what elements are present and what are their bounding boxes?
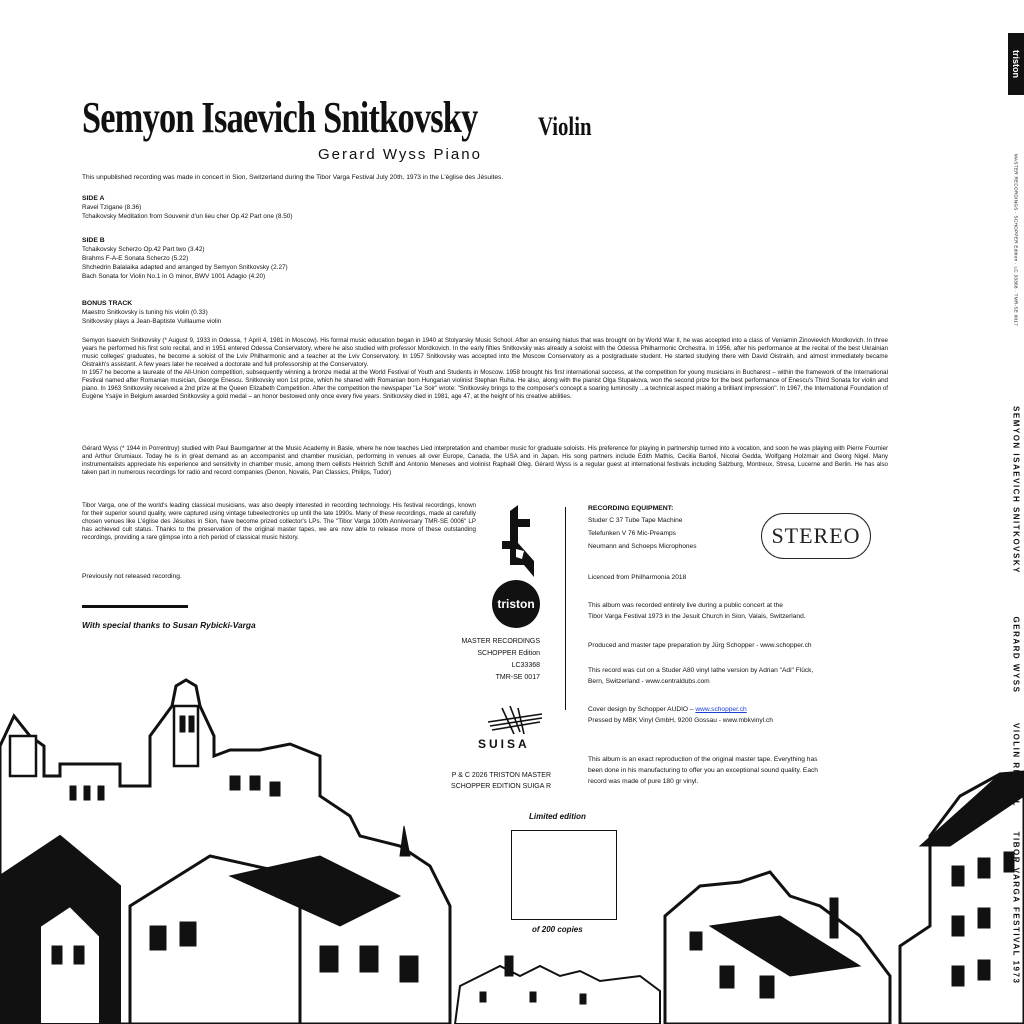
- equipment-item: Telefunken V 76 Mic-Preamps: [588, 530, 676, 537]
- copyright-line: P & C 2026 TRISTON MASTER: [451, 772, 551, 779]
- divider-rule: [82, 605, 188, 608]
- copies-label: of 200 copies: [532, 925, 583, 934]
- label-line: SCHOPPER Edition: [477, 650, 540, 657]
- spine-pianist: GERARD WYSS: [1011, 616, 1021, 694]
- credit-line: This album is an exact reproduction of the original master tape. Everything has: [588, 756, 818, 763]
- credit-line: Tibor Varga Festival 1973 in the Jesuit Church in Sion, Valais, Switzerland.: [588, 613, 806, 620]
- equipment-item: Studer C 37 Tube Tape Machine: [588, 517, 683, 524]
- spine-recital: VIOLIN RECITAL: [1011, 723, 1021, 807]
- label-line: TMR-SE 0017: [495, 674, 540, 681]
- label-line: LC33368: [511, 662, 540, 669]
- instrument-label: Violin: [538, 112, 592, 141]
- bio-paragraph: Semyon Isaevich Snitkovsky (* August 9, 1933 in Odessa, † April 4, 1981 in Moscow). His formal music education began in 1940 at Stolyarsky Music School. After an ensuing hiatus that was brought on by World War II, he was accepted into a class of Veniamin Zinovievich Mordkovich. In three years he performed his first solo recital, and in 1951 entered Odessa Conservatory, where he also studied with professor Mordkovich. In the early fifties Snitkovsky was already a soloist with the Odessa Philharmonic Orchestra. In 1956, after his performance at the recital of the best Ukrainian music colleges' graduates, he become a soloist of the Lviv Philharmonic and a teacher at the Lviv Conservatory. In 1957 Snitkovsky was accepted into the Moscow Conservatory as a postgraduate student. He started studying there with David Oistrakh, and almost immediately became Oistrakh's assistant. A few years later he received a doctorate and full professorship at the Conservatory.: [82, 337, 888, 368]
- side-b-heading: SIDE B: [82, 237, 105, 244]
- track-item: Snitkovsky plays a Jean-Baptiste Vuillaume violin: [82, 318, 222, 325]
- snitkovsky-bio: [82, 337, 888, 401]
- bio-paragraph: In 1957 he become a laureate of the All-Union competition, subsequently winning a bronze medal at the World Festival of Youth and Students in Moscow. 1958 brought his first international success, at the competition for young musicians in Bucharest – within the framework of the International Festival named after Romanian musician, George Enescu. Snitkovsky won 1st prize, which he shared with Romanian born Hungarian violinist Stephan Ruha. He also, along with the pianist Olga Stupakova, won the second prize for the best performance of Enescu's Third Sonata for violin and piano. In 1963 Snitkovsky received a 2nd prize at the Queen Elizabeth Competition. After the competition the newspaper "Le Soir" wrote: "Snitkovsky brings to the composer's concept a soaring luminosity ...a technical aspect making a brilliant impression". In 1967, the International Foundation of Eugène Ysaÿe in Belgium awarded Snitkovsky a gold medal – an honor bestowed only once every five years. Snitkovsky died in 1981, age 47, at the height of his creative abilities.: [82, 369, 888, 400]
- track-item: Ravel Tzigane (8.36): [82, 204, 142, 211]
- credit-line: Bern, Switzerland - www.centraldubs.com: [588, 678, 710, 685]
- track-item: Tchaikovsky Scherzo Op.42 Part two (3.42): [82, 246, 205, 253]
- track-item: Shchedrin Balalaika adapted and arranged by Semyon Snitkovsky (2.27): [82, 264, 288, 271]
- track-item: Maestro Snitkovsky is tuning his violin (0.33): [82, 309, 208, 316]
- live-recording-text: [588, 600, 898, 622]
- previously-unreleased-note: Previously not released recording.: [82, 573, 182, 580]
- pianist-label: Gerard Wyss Piano: [318, 146, 482, 163]
- varga-text: Tibor Varga, one of the world's leading classical musicians, was also deeply interested in recording technology. His festival recordings, known for their superior sound quality, were captured using vintage tubeelectronics up until the late 1990s. Many of these recordings, made at carefully chosen venues like L'église des Jésuites in Sion, have become prized collector's LPs. The "Tibor Varga 100th Anniversary TMR-SE 0006" LP has achieved cult status. Thanks to the preservation of the original master tapes, we are now able to release more of these outstanding recordings, providing a rare glimpse into a rich period of classical music history.: [82, 502, 476, 541]
- side-a-heading: SIDE A: [82, 195, 105, 202]
- produced-by-text: Produced and master tape preparation by Jürg Schopper - www.schopper.ch: [588, 642, 812, 649]
- credit-line: This record was cut on a Studer A80 vinyl lathe version by Adrian "Adi" Flück,: [588, 667, 814, 674]
- spine-artist-name: SEMYON ISAEVICH SNITKOVSKY: [1011, 406, 1021, 574]
- equipment-section: [588, 505, 697, 553]
- schopper-link[interactable]: www.schopper.ch: [695, 706, 747, 713]
- bonus-section: [82, 299, 221, 326]
- pressed-by-line: Pressed by MBK Vinyl GmbH, 9200 Gossau - www.mbkvinyl.ch: [588, 717, 773, 724]
- credit-line: been done in his manufacturing to offer you an exceptional sound quality. Each: [588, 767, 818, 774]
- track-item: Tchaikovsky Meditation from Souvenir d'un lieu cher Op.42 Part one (8.50): [82, 213, 293, 220]
- spine-logo-text: triston: [1011, 50, 1021, 78]
- credit-line: record was made of pure 180 gr vinyl.: [588, 778, 699, 785]
- spine-catalog: MASTER RECORDINGS · SCHOPPER Edition · LC 33368 · TMR-SE 0017: [1013, 153, 1019, 327]
- spine-festival: TIBOR VARGA FESTIVAL 1973: [1011, 831, 1021, 985]
- label-line: MASTER RECORDINGS: [461, 638, 540, 645]
- suisa-text: SUISA: [478, 737, 530, 751]
- triston-mark-icon: [496, 505, 540, 577]
- edition-number-box: [511, 830, 617, 920]
- side-a-section: [82, 194, 292, 221]
- album-title: Semyon Isaevich Snitkovsky: [82, 93, 478, 142]
- limited-edition-label: Limited edition: [529, 812, 586, 821]
- wyss-bio: Gérard Wyss (* 1944 in Porrentruy) studied with Paul Baumgartner at the Music Academy in Basle, where he now teaches Lied interpretation and chamber music for graduate soloists. His preference for playing in partnership turned into a vocation, and soon he was playing with Pierre Fournier and Arthur Grumiaux. Today he is in great demand as an accompanist and chamber musician, performing in venues all over Europe, Canada, the USA and in Japan. His song partners include Edith Mathis, Cecilia Bartoli, Nicolai Gedda, Wolfgang Holzmair and Georg Nigel. Many instrumentalists appreciate his experience and sensitivity in chamber music, among them cellists Heinrich Schiff and Antonio Meneses and violinist Raphaël Oleg. Gérard Wyss is a regular guest at international festivals including Salzburg, Montreux, Stresa, Lucerne and Berlin. He has also taken part in numerous recordings for radio and record companies (Denon, Novalis, Pan Classics, Philips, Tudor): [82, 445, 888, 476]
- side-b-section: [82, 236, 288, 281]
- equipment-heading: RECORDING EQUIPMENT:: [588, 505, 674, 512]
- special-thanks: With special thanks to Susan Rybicki-Varga: [82, 620, 256, 630]
- triston-logo: triston: [492, 580, 540, 628]
- bonus-heading: BONUS TRACK: [82, 300, 133, 307]
- equipment-item: Neumann and Schoeps Microphones: [588, 543, 697, 550]
- licence-text: Licenced from Philharmonia 2018: [588, 574, 687, 581]
- credit-line: This album was recorded entirely live during a public concert at the: [588, 602, 783, 609]
- stereo-badge: STEREO: [761, 513, 871, 559]
- track-item: Brahms F-A-E Sonata Scherzo (5.22): [82, 255, 189, 262]
- intro-text: This unpublished recording was made in concert in Sion, Switzerland during the Tibor Varga Festival July 20th, 1973 in the L'église des Jésuites.: [82, 174, 504, 181]
- track-item: Bach Sonata for Violin No.1 in G minor, BWV 1001 Adagio (4.20): [82, 273, 266, 280]
- copyright-line: SCHOPPER EDITION SUIGA R: [451, 783, 551, 790]
- cover-design-prefix: Cover design by Schopper AUDIO –: [588, 706, 696, 713]
